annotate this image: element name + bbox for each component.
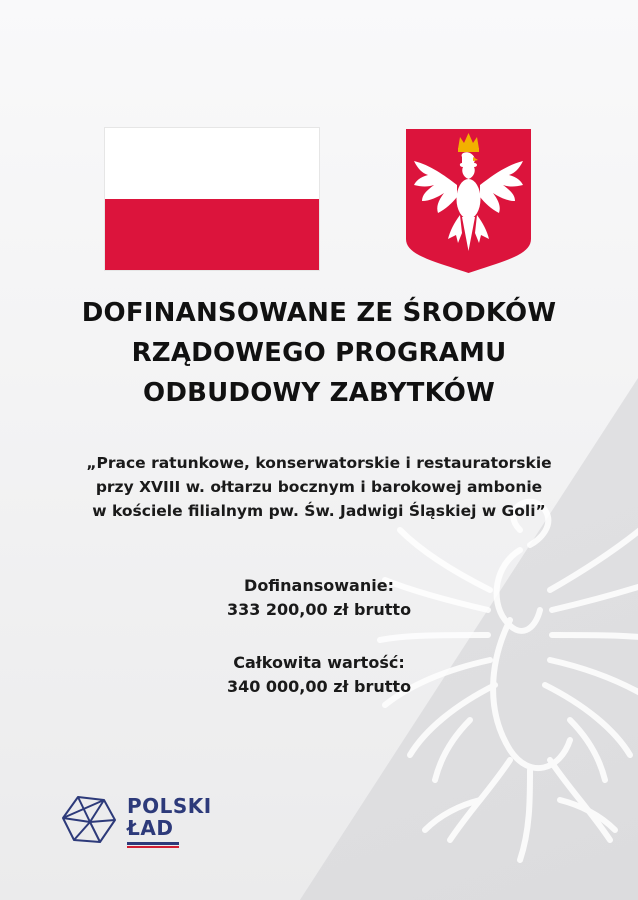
logo-underline-red: [127, 846, 179, 848]
headline-line-3: ODBUDOWY ZABYTKÓW: [143, 378, 495, 408]
funding-block: [0, 574, 638, 622]
polish-flag-icon: [105, 128, 319, 270]
logo-text-polski: POLSKI: [127, 794, 212, 818]
flag-white-stripe: [105, 128, 319, 199]
flag-red-stripe: [105, 199, 319, 270]
polski-lad-logo-icon: [60, 794, 118, 846]
polish-eagle-emblem-icon: [404, 127, 533, 275]
project-line-2: przy XVIII w. ołtarzu bocznym i barokowej ambonie: [95, 478, 543, 496]
funding-label: Dofinansowanie:: [244, 576, 394, 595]
total-value: 340 000,00 zł brutto: [226, 677, 412, 696]
headline-line-1: DOFINANSOWANE ZE ŚRODKÓW: [81, 298, 557, 328]
total-label: Całkowita wartość:: [233, 653, 405, 672]
total-block: [0, 651, 638, 699]
funding-value: 333 200,00 zł brutto: [226, 600, 412, 619]
logo-text-lad: ŁAD: [127, 816, 174, 840]
project-line-3: w kościele filialnym pw. Św. Jadwigi Śląskiej w Goli”: [92, 502, 546, 520]
headline: [0, 293, 638, 413]
polski-lad-logo: [60, 792, 230, 852]
project-description: [0, 451, 638, 523]
project-line-1: „Prace ratunkowe, konserwatorskie i restauratorskie: [86, 454, 552, 472]
logo-underline-blue: [127, 842, 179, 845]
headline-line-2: RZĄDOWEGO PROGRAMU: [131, 338, 507, 368]
